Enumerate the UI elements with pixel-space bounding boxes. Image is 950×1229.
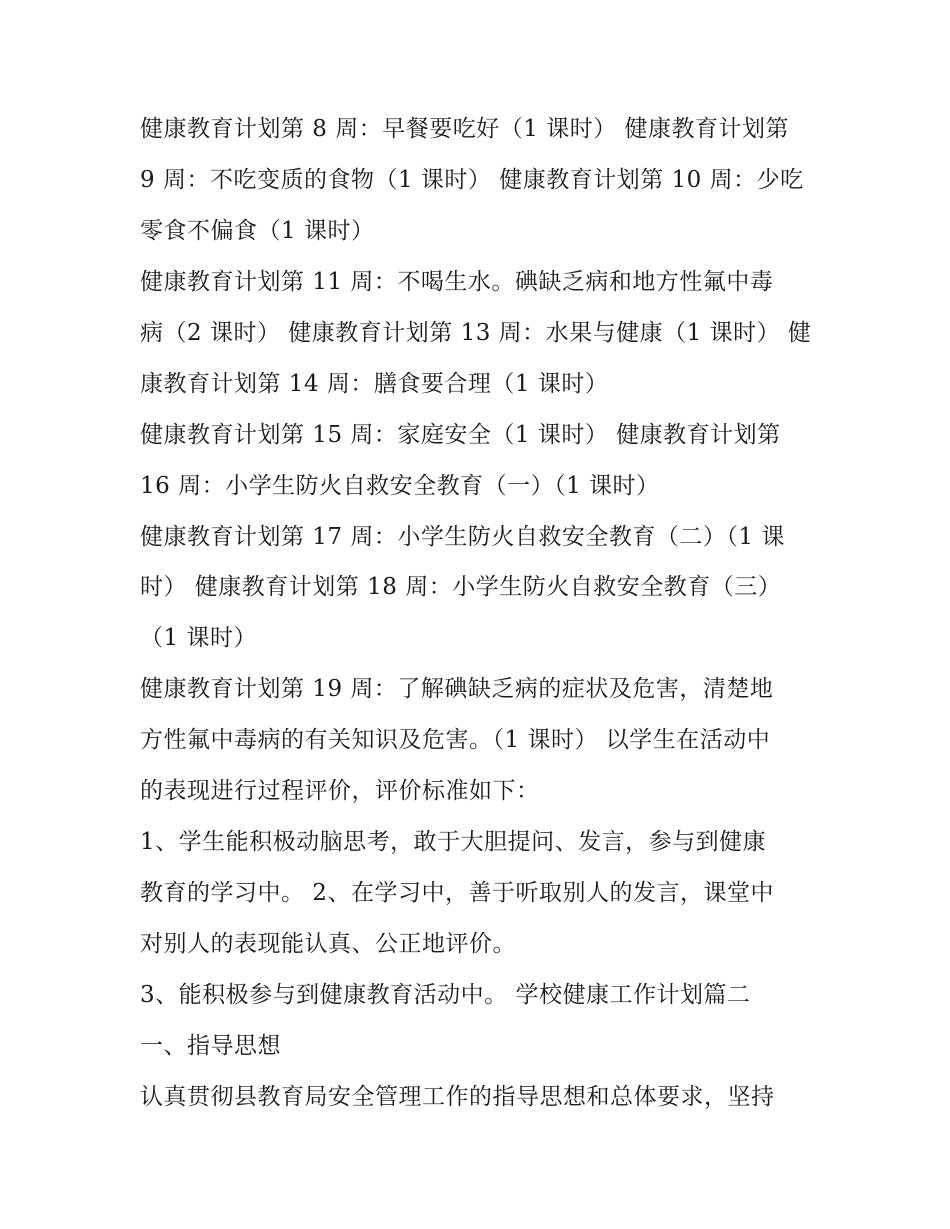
text-line: 9 周：不吃变质的食物（1 课时） 健康教育计划第 10 周：少吃 xyxy=(140,167,804,193)
text-line: 3、能积极参与到健康教育活动中。 学校健康工作计划篇二 xyxy=(140,982,751,1008)
text-line: 对别人的表现能认真、公正地评价。 xyxy=(140,931,516,957)
text-line: 一、指导思想 xyxy=(140,1033,281,1059)
text-line: 1、学生能积极动脑思考，敢于大胆提问、发言，参与到健康 xyxy=(140,829,767,855)
text-line: 健康教育计划第 15 周：家庭安全（1 课时） 健康教育计划第 xyxy=(140,422,781,448)
text-line: （1 课时） xyxy=(140,625,257,651)
text-line: 健康教育计划第 17 周：小学生防火自救安全教育（二）（1 课 xyxy=(140,524,785,550)
text-line: 零食不偏食（1 课时） xyxy=(140,218,375,244)
text-line: 健康教育计划第 8 周：早餐要吃好（1 课时） 健康教育计划第 xyxy=(140,116,790,142)
text-line: 的表现进行过程评价，评价标准如下： xyxy=(140,778,540,804)
text-line: 健康教育计划第 11 周：不喝生水。碘缺乏病和地方性氟中毒 xyxy=(140,269,774,295)
text-line: 康教育计划第 14 周：膳食要合理（1 课时） xyxy=(140,371,609,397)
text-line: 认真贯彻县教育局安全管理工作的指导思想和总体要求，坚持 xyxy=(140,1084,775,1110)
text-line: 病（2 课时） 健康教育计划第 13 周：水果与健康（1 课时） 健 xyxy=(140,320,812,346)
text-line: 时） 健康教育计划第 18 周：小学生防火自救安全教育（三） xyxy=(140,574,782,600)
text-line: 16 周：小学生防火自救安全教育（一）（1 课时） xyxy=(140,473,660,499)
text-line: 教育的学习中。 2、在学习中，善于听取别人的发言，课堂中 xyxy=(140,880,774,906)
text-line: 健康教育计划第 19 周：了解碘缺乏病的症状及危害，清楚地 xyxy=(140,676,774,702)
text-line: 方性氟中毒病的有关知识及危害。（1 课时） 以学生在活动中 xyxy=(140,727,771,753)
